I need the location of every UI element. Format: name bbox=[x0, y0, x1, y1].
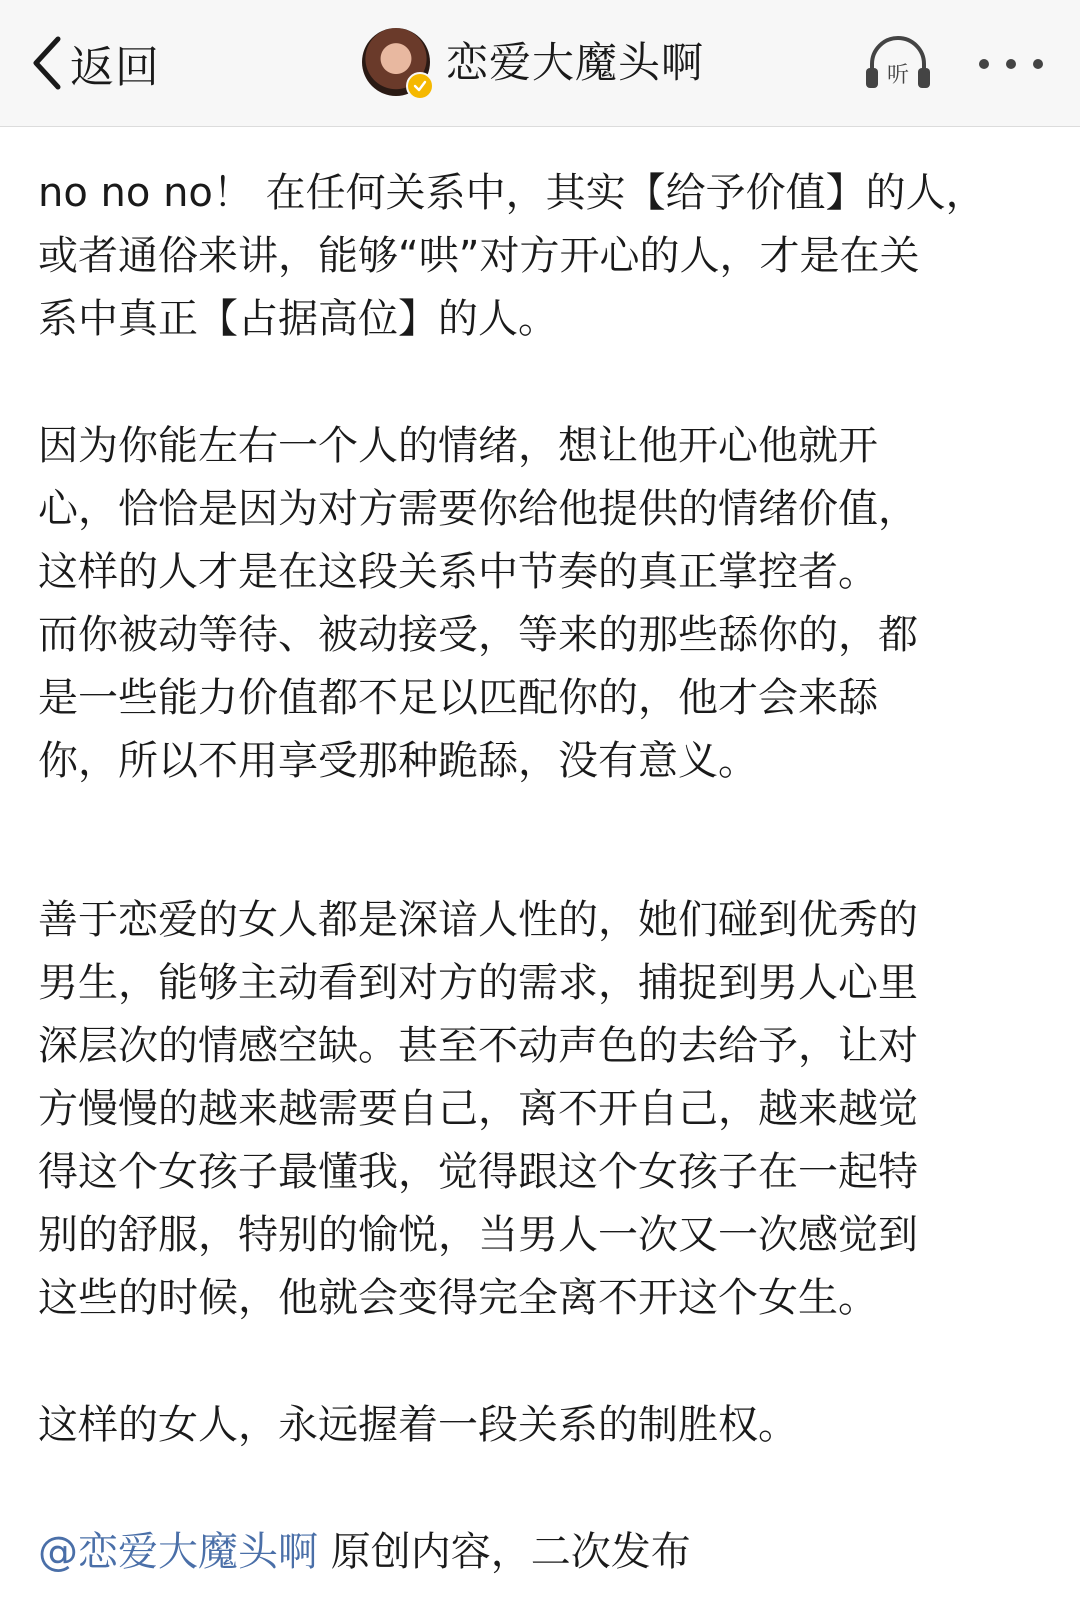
paragraph-2: 因为你能左右一个人的情绪，想让他开心他就开 心，恰恰是因为对方需要你给他提供的情绪价值， 这样的人才是在这段关系中节奏的真正掌控者。 而你被动等待、被动接受，等来的那些舔你的，都 是一些能力价值都不足以匹配你的，他才会来舔 你，所以不用享受那种跪舔，没有意义。 bbox=[38, 423, 918, 784]
back-label: 返回 bbox=[70, 42, 160, 93]
paragraph-spacer bbox=[38, 1457, 1048, 1521]
page-title: 恋爱大魔头啊 bbox=[446, 38, 705, 87]
listen-label: 听 bbox=[886, 63, 910, 88]
listen-button[interactable] bbox=[862, 34, 934, 92]
top-nav-bar bbox=[0, 0, 1080, 127]
more-dots-icon bbox=[972, 67, 1050, 86]
paragraph-spacer bbox=[38, 1330, 1048, 1394]
verified-badge-icon bbox=[406, 72, 434, 100]
more-button[interactable] bbox=[972, 46, 1050, 82]
paragraph-4: 这样的女人，永远握着一段关系的制胜权。 bbox=[38, 1402, 798, 1448]
headphones-icon bbox=[862, 63, 934, 96]
article-body bbox=[38, 162, 1048, 1584]
paragraph-1: no no no！ 在任何关系中，其实【给予价值】的人， 或者通俗来讲，能够“哄”对方开心的人，才是在关 系中真正【占据高位】的人。 bbox=[38, 170, 986, 342]
footer-line bbox=[38, 1521, 1048, 1584]
chevron-left-icon bbox=[30, 35, 64, 91]
avatar[interactable] bbox=[362, 28, 430, 96]
back-button[interactable] bbox=[30, 30, 160, 96]
footer-text: 原创内容，二次发布 bbox=[318, 1529, 691, 1575]
paragraph-3: 善于恋爱的女人都是深谙人性的，她们碰到优秀的 男生，能够主动看到对方的需求，捕捉到男人心里 深层次的情感空缺。甚至不动声色的去给予，让对 方慢慢的越来越需要自己，离不开自己，越来越觉 得这个女孩子最懂我，觉得跟这个女孩子在一起特 别的舒服，特别的愉悦，当男人一次又一次感觉到 这些的时候，他就会变得完全离不开这个女生。 bbox=[38, 897, 918, 1321]
paragraph-spacer bbox=[38, 351, 1048, 415]
author-mention-link[interactable]: @恋爱大魔头啊 bbox=[38, 1529, 318, 1575]
paragraph-spacer bbox=[38, 793, 1048, 889]
